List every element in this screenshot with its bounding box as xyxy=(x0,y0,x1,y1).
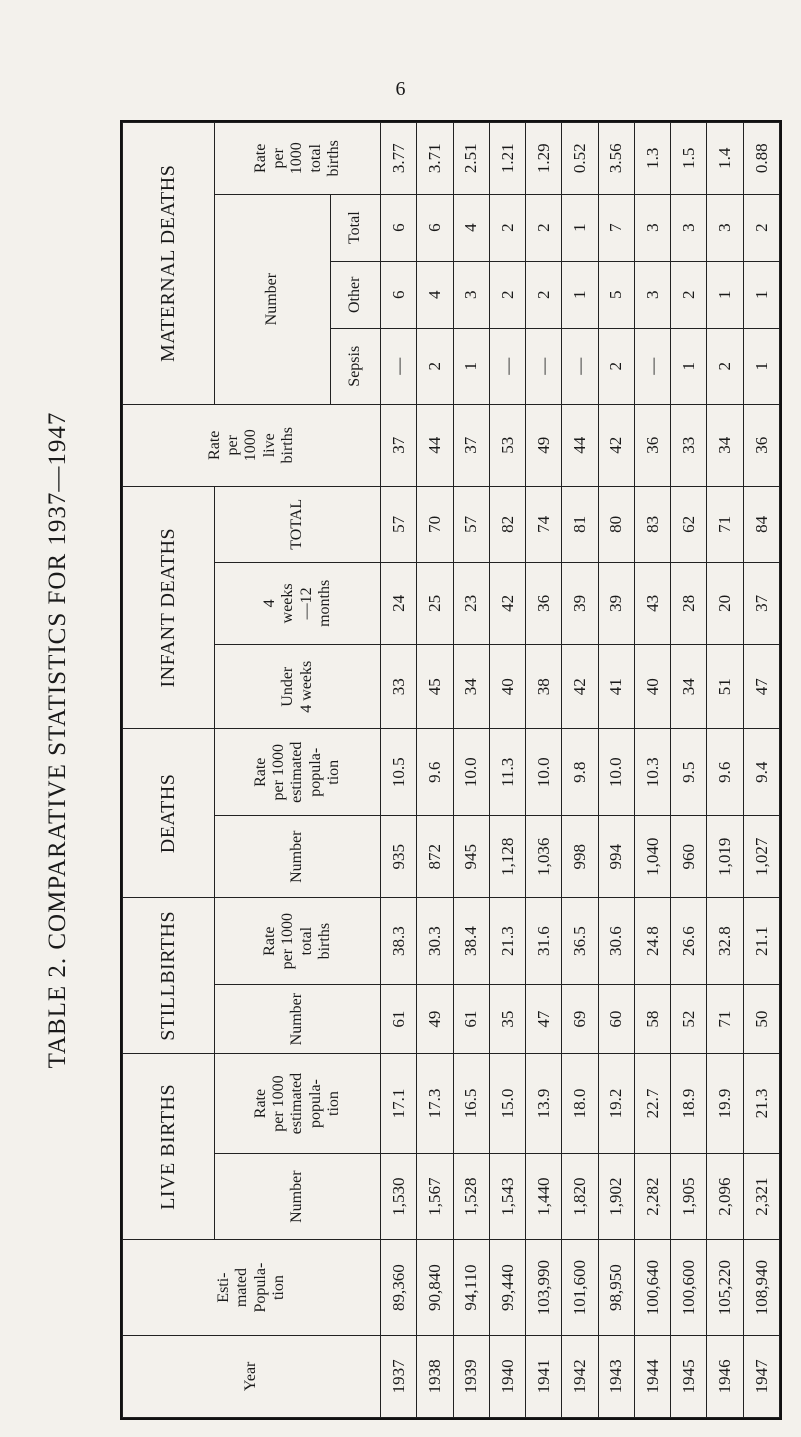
cell-mat-total: 6 xyxy=(417,194,453,261)
cell-inf-u4: 33 xyxy=(381,645,417,729)
cell-mat-total: 3 xyxy=(671,194,707,261)
cell-sb-num: 52 xyxy=(671,984,707,1053)
cell-sb-num: 49 xyxy=(417,984,453,1053)
header-lb-number: Number xyxy=(215,1153,381,1240)
cell-mat-sepsis: 1 xyxy=(743,328,779,404)
cell-sb-num: 61 xyxy=(453,984,489,1053)
cell-inf-total: 57 xyxy=(453,486,489,562)
cell-inf-4-12: 39 xyxy=(562,562,598,644)
cell-mat-total: 7 xyxy=(598,194,634,261)
cell-inf-u4: 41 xyxy=(598,645,634,729)
cell-inf-rate: 42 xyxy=(598,404,634,486)
cell-inf-total: 71 xyxy=(707,486,743,562)
cell-inf-u4: 34 xyxy=(671,645,707,729)
cell-inf-u4: 45 xyxy=(417,645,453,729)
header-inf-4-12: 4 weeks —12 months xyxy=(215,562,381,644)
cell-mat-total: 4 xyxy=(453,194,489,261)
cell-pop: 99,440 xyxy=(489,1240,525,1335)
header-inf-under4: Under 4 weeks xyxy=(215,645,381,729)
cell-inf-total: 57 xyxy=(381,486,417,562)
cell-d-rate: 10.3 xyxy=(634,729,670,816)
cell-inf-total: 70 xyxy=(417,486,453,562)
cell-year: 1941 xyxy=(526,1335,562,1417)
cell-inf-total: 62 xyxy=(671,486,707,562)
cell-d-num: 1,128 xyxy=(489,816,525,898)
cell-pop: 98,950 xyxy=(598,1240,634,1335)
table-title-container xyxy=(28,150,88,1330)
cell-year: 1947 xyxy=(743,1335,779,1417)
table-row xyxy=(453,123,489,1418)
cell-sb-num: 47 xyxy=(526,984,562,1053)
cell-year: 1946 xyxy=(707,1335,743,1417)
cell-lb-rate: 19.2 xyxy=(598,1054,634,1154)
cell-mat-other: 2 xyxy=(526,261,562,328)
cell-lb-num: 1,905 xyxy=(671,1153,707,1240)
cell-sb-rate: 32.8 xyxy=(707,898,743,985)
cell-sb-rate: 38.4 xyxy=(453,898,489,985)
cell-inf-rate: 34 xyxy=(707,404,743,486)
cell-mat-other: 1 xyxy=(743,261,779,328)
cell-lb-rate: 21.3 xyxy=(743,1054,779,1154)
cell-inf-total: 84 xyxy=(743,486,779,562)
comparative-statistics-table xyxy=(122,122,780,1418)
cell-mat-rate: 1.4 xyxy=(707,123,743,195)
cell-mat-other: 6 xyxy=(381,261,417,328)
cell-mat-rate: 3.71 xyxy=(417,123,453,195)
cell-mat-other: 3 xyxy=(634,261,670,328)
cell-sb-rate: 36.5 xyxy=(562,898,598,985)
cell-sb-rate: 21.1 xyxy=(743,898,779,985)
cell-inf-rate: 37 xyxy=(453,404,489,486)
cell-d-num: 998 xyxy=(562,816,598,898)
cell-d-rate: 9.8 xyxy=(562,729,598,816)
cell-lb-num: 1,530 xyxy=(381,1153,417,1240)
cell-mat-total: 2 xyxy=(743,194,779,261)
cell-inf-total: 83 xyxy=(634,486,670,562)
cell-year: 1943 xyxy=(598,1335,634,1417)
header-mat-rate: Rate per 1000 total births xyxy=(215,123,381,195)
cell-inf-4-12: 36 xyxy=(526,562,562,644)
cell-sb-num: 69 xyxy=(562,984,598,1053)
header-live-births: LIVE BIRTHS xyxy=(123,1054,215,1240)
cell-inf-4-12: 42 xyxy=(489,562,525,644)
cell-mat-total: 1 xyxy=(562,194,598,261)
cell-year: 1937 xyxy=(381,1335,417,1417)
cell-mat-rate: 1.21 xyxy=(489,123,525,195)
cell-lb-rate: 15.0 xyxy=(489,1054,525,1154)
cell-inf-rate: 37 xyxy=(381,404,417,486)
cell-lb-rate: 22.7 xyxy=(634,1054,670,1154)
cell-lb-num: 1,820 xyxy=(562,1153,598,1240)
cell-inf-4-12: 37 xyxy=(743,562,779,644)
cell-d-rate: 10.0 xyxy=(453,729,489,816)
header-mat-sepsis: Sepsis xyxy=(331,328,381,404)
cell-mat-other: 1 xyxy=(707,261,743,328)
cell-mat-sepsis: 1 xyxy=(671,328,707,404)
header-maternal-deaths: MATERNAL DEATHS xyxy=(123,123,215,405)
cell-lb-rate: 17.1 xyxy=(381,1054,417,1154)
cell-mat-rate: 3.77 xyxy=(381,123,417,195)
cell-mat-sepsis: 2 xyxy=(598,328,634,404)
cell-mat-rate: 0.52 xyxy=(562,123,598,195)
cell-lb-rate: 13.9 xyxy=(526,1054,562,1154)
cell-inf-u4: 38 xyxy=(526,645,562,729)
header-infant-rate: Rate per 1000 live births xyxy=(123,404,381,486)
cell-inf-total: 80 xyxy=(598,486,634,562)
cell-d-num: 994 xyxy=(598,816,634,898)
cell-pop: 90,840 xyxy=(417,1240,453,1335)
cell-mat-sepsis: — xyxy=(381,328,417,404)
cell-pop: 89,360 xyxy=(381,1240,417,1335)
cell-sb-num: 61 xyxy=(381,984,417,1053)
cell-d-rate: 9.6 xyxy=(707,729,743,816)
cell-mat-total: 2 xyxy=(526,194,562,261)
header-deaths: DEATHS xyxy=(123,729,215,898)
header-d-number: Number xyxy=(215,816,381,898)
cell-inf-rate: 36 xyxy=(743,404,779,486)
header-mat-other: Other xyxy=(331,261,381,328)
cell-mat-other: 3 xyxy=(453,261,489,328)
cell-mat-sepsis: 2 xyxy=(707,328,743,404)
header-population: Esti- mated Popula- tion xyxy=(123,1240,381,1335)
cell-lb-num: 2,096 xyxy=(707,1153,743,1240)
cell-inf-u4: 47 xyxy=(743,645,779,729)
header-stillbirths: STILLBIRTHS xyxy=(123,898,215,1054)
cell-sb-num: 35 xyxy=(489,984,525,1053)
table-body xyxy=(381,123,780,1418)
cell-pop: 103,990 xyxy=(526,1240,562,1335)
header-mat-total: Total xyxy=(331,194,381,261)
cell-d-num: 1,036 xyxy=(526,816,562,898)
cell-sb-rate: 24.8 xyxy=(634,898,670,985)
cell-lb-num: 1,902 xyxy=(598,1153,634,1240)
cell-inf-rate: 49 xyxy=(526,404,562,486)
cell-pop: 94,110 xyxy=(453,1240,489,1335)
header-year: Year xyxy=(123,1335,381,1417)
cell-sb-num: 60 xyxy=(598,984,634,1053)
cell-mat-rate: 1.29 xyxy=(526,123,562,195)
cell-d-rate: 9.4 xyxy=(743,729,779,816)
cell-inf-rate: 33 xyxy=(671,404,707,486)
table-row xyxy=(671,123,707,1418)
cell-inf-rate: 36 xyxy=(634,404,670,486)
cell-d-num: 945 xyxy=(453,816,489,898)
cell-lb-num: 2,321 xyxy=(743,1153,779,1240)
cell-year: 1945 xyxy=(671,1335,707,1417)
cell-inf-4-12: 20 xyxy=(707,562,743,644)
cell-year: 1944 xyxy=(634,1335,670,1417)
cell-inf-u4: 34 xyxy=(453,645,489,729)
cell-sb-rate: 30.6 xyxy=(598,898,634,985)
cell-sb-rate: 21.3 xyxy=(489,898,525,985)
cell-d-num: 1,027 xyxy=(743,816,779,898)
cell-d-num: 960 xyxy=(671,816,707,898)
cell-inf-u4: 40 xyxy=(634,645,670,729)
cell-mat-sepsis: — xyxy=(562,328,598,404)
cell-d-rate: 9.5 xyxy=(671,729,707,816)
cell-sb-num: 58 xyxy=(634,984,670,1053)
table-row xyxy=(707,123,743,1418)
cell-mat-total: 2 xyxy=(489,194,525,261)
cell-inf-4-12: 39 xyxy=(598,562,634,644)
cell-lb-rate: 18.9 xyxy=(671,1054,707,1154)
cell-d-num: 872 xyxy=(417,816,453,898)
cell-sb-rate: 26.6 xyxy=(671,898,707,985)
header-d-rate: Rate per 1000 estimated popula- tion xyxy=(215,729,381,816)
cell-mat-sepsis: — xyxy=(634,328,670,404)
cell-lb-num: 1,567 xyxy=(417,1153,453,1240)
cell-mat-total: 6 xyxy=(381,194,417,261)
cell-mat-sepsis: 2 xyxy=(417,328,453,404)
cell-d-num: 1,019 xyxy=(707,816,743,898)
cell-mat-rate: 2.51 xyxy=(453,123,489,195)
cell-mat-other: 4 xyxy=(417,261,453,328)
cell-pop: 100,640 xyxy=(634,1240,670,1335)
table-row xyxy=(598,123,634,1418)
table-row xyxy=(489,123,525,1418)
cell-inf-total: 74 xyxy=(526,486,562,562)
cell-mat-total: 3 xyxy=(634,194,670,261)
cell-lb-num: 1,440 xyxy=(526,1153,562,1240)
cell-lb-num: 2,282 xyxy=(634,1153,670,1240)
table-row xyxy=(634,123,670,1418)
cell-mat-other: 1 xyxy=(562,261,598,328)
cell-inf-total: 82 xyxy=(489,486,525,562)
cell-d-rate: 10.0 xyxy=(598,729,634,816)
cell-pop: 108,940 xyxy=(743,1240,779,1335)
table-row xyxy=(562,123,598,1418)
header-infant-deaths: INFANT DEATHS xyxy=(123,486,215,729)
cell-pop: 101,600 xyxy=(562,1240,598,1335)
cell-inf-total: 81 xyxy=(562,486,598,562)
cell-inf-4-12: 24 xyxy=(381,562,417,644)
cell-inf-u4: 51 xyxy=(707,645,743,729)
cell-year: 1940 xyxy=(489,1335,525,1417)
cell-inf-4-12: 25 xyxy=(417,562,453,644)
cell-sb-rate: 38.3 xyxy=(381,898,417,985)
cell-mat-rate: 1.5 xyxy=(671,123,707,195)
cell-mat-sepsis: — xyxy=(526,328,562,404)
cell-lb-rate: 19.9 xyxy=(707,1054,743,1154)
cell-pop: 105,220 xyxy=(707,1240,743,1335)
table-row xyxy=(526,123,562,1418)
cell-lb-rate: 16.5 xyxy=(453,1054,489,1154)
cell-inf-u4: 42 xyxy=(562,645,598,729)
cell-inf-4-12: 43 xyxy=(634,562,670,644)
cell-mat-total: 3 xyxy=(707,194,743,261)
header-mat-number: Number xyxy=(215,194,331,404)
cell-mat-sepsis: 1 xyxy=(453,328,489,404)
cell-mat-sepsis: — xyxy=(489,328,525,404)
cell-sb-num: 71 xyxy=(707,984,743,1053)
cell-lb-num: 1,528 xyxy=(453,1153,489,1240)
cell-d-rate: 11.3 xyxy=(489,729,525,816)
cell-inf-rate: 44 xyxy=(417,404,453,486)
statistics-table-frame xyxy=(120,120,782,1420)
cell-year: 1939 xyxy=(453,1335,489,1417)
table-row xyxy=(417,123,453,1418)
cell-lb-num: 1,543 xyxy=(489,1153,525,1240)
table-title: TABLE 2. COMPARATIVE STATISTICS FOR 1937—1947 xyxy=(44,411,71,1069)
header-sb-rate: Rate per 1000 total births xyxy=(215,898,381,985)
cell-sb-num: 50 xyxy=(743,984,779,1053)
page-number: 6 xyxy=(395,78,406,100)
cell-sb-rate: 30.3 xyxy=(417,898,453,985)
cell-year: 1938 xyxy=(417,1335,453,1417)
cell-inf-u4: 40 xyxy=(489,645,525,729)
statistics-table-rotated xyxy=(122,122,780,1418)
cell-mat-other: 2 xyxy=(489,261,525,328)
cell-d-rate: 10.0 xyxy=(526,729,562,816)
table-row xyxy=(743,123,779,1418)
cell-d-num: 935 xyxy=(381,816,417,898)
cell-pop: 100,600 xyxy=(671,1240,707,1335)
header-sb-number: Number xyxy=(215,984,381,1053)
cell-d-rate: 10.5 xyxy=(381,729,417,816)
cell-mat-rate: 1.3 xyxy=(634,123,670,195)
table-row xyxy=(381,123,417,1418)
cell-mat-other: 2 xyxy=(671,261,707,328)
cell-d-num: 1,040 xyxy=(634,816,670,898)
cell-inf-4-12: 23 xyxy=(453,562,489,644)
cell-mat-rate: 0.88 xyxy=(743,123,779,195)
cell-lb-rate: 17.3 xyxy=(417,1054,453,1154)
cell-inf-rate: 53 xyxy=(489,404,525,486)
cell-d-rate: 9.6 xyxy=(417,729,453,816)
cell-mat-other: 5 xyxy=(598,261,634,328)
cell-year: 1942 xyxy=(562,1335,598,1417)
header-lb-rate: Rate per 1000 estimated popula- tion xyxy=(215,1054,381,1154)
cell-mat-rate: 3.56 xyxy=(598,123,634,195)
cell-inf-4-12: 28 xyxy=(671,562,707,644)
header-inf-total: TOTAL xyxy=(215,486,381,562)
cell-sb-rate: 31.6 xyxy=(526,898,562,985)
cell-lb-rate: 18.0 xyxy=(562,1054,598,1154)
cell-inf-rate: 44 xyxy=(562,404,598,486)
